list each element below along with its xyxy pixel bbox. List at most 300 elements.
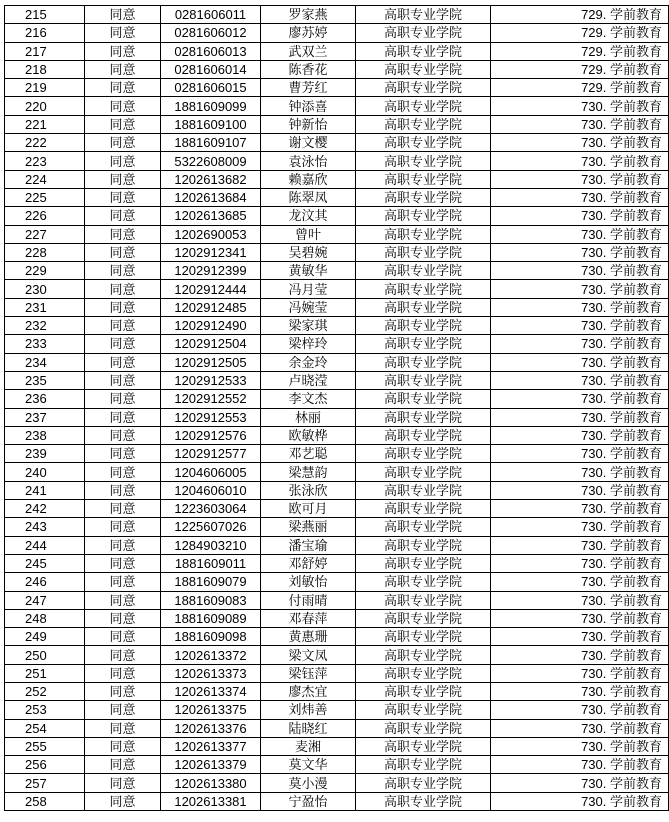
student-id: 1202912504 <box>161 335 261 353</box>
approval-status: 同意 <box>85 6 161 24</box>
approval-status: 同意 <box>85 646 161 664</box>
table-row <box>5 243 669 261</box>
table-row <box>5 628 669 646</box>
table-row <box>5 24 669 42</box>
college-name: 高职专业学院 <box>356 701 491 719</box>
table-row <box>5 353 669 371</box>
approval-status: 同意 <box>85 188 161 206</box>
row-index: 238 <box>5 426 85 444</box>
row-index: 244 <box>5 536 85 554</box>
approval-status: 同意 <box>85 737 161 755</box>
row-index: 258 <box>5 792 85 810</box>
approval-status: 同意 <box>85 756 161 774</box>
row-index: 252 <box>5 682 85 700</box>
major-name: 730. 学前教育 <box>491 353 669 371</box>
student-id: 1202613685 <box>161 207 261 225</box>
college-name: 高职专业学院 <box>356 188 491 206</box>
approval-status: 同意 <box>85 554 161 572</box>
table-row <box>5 225 669 243</box>
row-index: 223 <box>5 152 85 170</box>
student-id: 1202613379 <box>161 756 261 774</box>
student-id: 0281606013 <box>161 42 261 60</box>
student-id: 1202912552 <box>161 390 261 408</box>
student-name: 余金玲 <box>261 353 356 371</box>
approval-status: 同意 <box>85 262 161 280</box>
table-row <box>5 42 669 60</box>
student-name: 麦湘 <box>261 737 356 755</box>
row-index: 257 <box>5 774 85 792</box>
table-row <box>5 426 669 444</box>
college-name: 高职专业学院 <box>356 792 491 810</box>
major-name: 730. 学前教育 <box>491 152 669 170</box>
college-name: 高职专业学院 <box>356 390 491 408</box>
major-name: 730. 学前教育 <box>491 737 669 755</box>
major-name: 730. 学前教育 <box>491 188 669 206</box>
table-row <box>5 6 669 24</box>
student-name: 邓艺聪 <box>261 445 356 463</box>
table-row <box>5 737 669 755</box>
college-name: 高职专业学院 <box>356 445 491 463</box>
row-index: 245 <box>5 554 85 572</box>
row-index: 230 <box>5 280 85 298</box>
approval-status: 同意 <box>85 591 161 609</box>
approval-status: 同意 <box>85 628 161 646</box>
major-name: 730. 学前教育 <box>491 719 669 737</box>
student-id: 1881609107 <box>161 134 261 152</box>
table-row <box>5 573 669 591</box>
college-name: 高职专业学院 <box>356 682 491 700</box>
college-name: 高职专业学院 <box>356 298 491 316</box>
student-name: 冯婉莹 <box>261 298 356 316</box>
student-id: 1225607026 <box>161 518 261 536</box>
student-name: 付雨晴 <box>261 591 356 609</box>
approval-status: 同意 <box>85 298 161 316</box>
row-index: 215 <box>5 6 85 24</box>
major-name: 730. 学前教育 <box>491 756 669 774</box>
major-name: 730. 学前教育 <box>491 792 669 810</box>
major-name: 730. 学前教育 <box>491 298 669 316</box>
student-name: 谢文樱 <box>261 134 356 152</box>
row-index: 240 <box>5 463 85 481</box>
college-name: 高职专业学院 <box>356 152 491 170</box>
major-name: 730. 学前教育 <box>491 481 669 499</box>
college-name: 高职专业学院 <box>356 60 491 78</box>
student-id: 1881609100 <box>161 115 261 133</box>
row-index: 248 <box>5 609 85 627</box>
student-name: 钟新怡 <box>261 115 356 133</box>
student-id: 1202912505 <box>161 353 261 371</box>
major-name: 730. 学前教育 <box>491 262 669 280</box>
table-row <box>5 481 669 499</box>
student-name: 李文杰 <box>261 390 356 408</box>
student-name: 刘炜善 <box>261 701 356 719</box>
college-name: 高职专业学院 <box>356 243 491 261</box>
row-index: 233 <box>5 335 85 353</box>
student-name: 莫文华 <box>261 756 356 774</box>
row-index: 227 <box>5 225 85 243</box>
row-index: 249 <box>5 628 85 646</box>
row-index: 242 <box>5 500 85 518</box>
approval-status: 同意 <box>85 463 161 481</box>
student-name: 廖苏婷 <box>261 24 356 42</box>
row-index: 256 <box>5 756 85 774</box>
major-name: 730. 学前教育 <box>491 335 669 353</box>
student-name: 梁慧韵 <box>261 463 356 481</box>
college-name: 高职专业学院 <box>356 317 491 335</box>
row-index: 219 <box>5 79 85 97</box>
table-row <box>5 646 669 664</box>
major-name: 729. 学前教育 <box>491 79 669 97</box>
student-name: 潘宝瑜 <box>261 536 356 554</box>
student-name: 梁燕丽 <box>261 518 356 536</box>
approval-status: 同意 <box>85 134 161 152</box>
student-name: 欧敏桦 <box>261 426 356 444</box>
row-index: 224 <box>5 170 85 188</box>
student-id: 1202912444 <box>161 280 261 298</box>
major-name: 729. 学前教育 <box>491 42 669 60</box>
college-name: 高职专业学院 <box>356 79 491 97</box>
student-name: 冯月莹 <box>261 280 356 298</box>
major-name: 730. 学前教育 <box>491 463 669 481</box>
major-name: 730. 学前教育 <box>491 97 669 115</box>
major-name: 730. 学前教育 <box>491 628 669 646</box>
row-index: 218 <box>5 60 85 78</box>
approval-status: 同意 <box>85 79 161 97</box>
row-index: 253 <box>5 701 85 719</box>
student-id: 1202912490 <box>161 317 261 335</box>
approval-status: 同意 <box>85 97 161 115</box>
student-id: 1202613373 <box>161 664 261 682</box>
student-name: 梁家琪 <box>261 317 356 335</box>
major-name: 729. 学前教育 <box>491 60 669 78</box>
student-name: 黄惠珊 <box>261 628 356 646</box>
student-name: 罗家燕 <box>261 6 356 24</box>
approval-status: 同意 <box>85 280 161 298</box>
student-id: 0281606012 <box>161 24 261 42</box>
student-id: 1202613377 <box>161 737 261 755</box>
college-name: 高职专业学院 <box>356 42 491 60</box>
college-name: 高职专业学院 <box>356 774 491 792</box>
table-row <box>5 115 669 133</box>
row-index: 231 <box>5 298 85 316</box>
student-id: 1202613682 <box>161 170 261 188</box>
approval-status: 同意 <box>85 353 161 371</box>
college-name: 高职专业学院 <box>356 463 491 481</box>
student-id: 0281606015 <box>161 79 261 97</box>
admission-table-body <box>5 6 669 811</box>
major-name: 730. 学前教育 <box>491 445 669 463</box>
college-name: 高职专业学院 <box>356 134 491 152</box>
approval-status: 同意 <box>85 408 161 426</box>
student-id: 1881609098 <box>161 628 261 646</box>
student-id: 1202912485 <box>161 298 261 316</box>
table-row <box>5 701 669 719</box>
table-row <box>5 390 669 408</box>
student-name: 陈翠凤 <box>261 188 356 206</box>
student-id: 1223603064 <box>161 500 261 518</box>
student-id: 1202912553 <box>161 408 261 426</box>
student-id: 1204606005 <box>161 463 261 481</box>
row-index: 239 <box>5 445 85 463</box>
student-id: 1881609011 <box>161 554 261 572</box>
table-row <box>5 317 669 335</box>
table-row <box>5 408 669 426</box>
major-name: 730. 学前教育 <box>491 134 669 152</box>
college-name: 高职专业学院 <box>356 536 491 554</box>
major-name: 730. 学前教育 <box>491 701 669 719</box>
student-id: 1284903210 <box>161 536 261 554</box>
row-index: 255 <box>5 737 85 755</box>
college-name: 高职专业学院 <box>356 170 491 188</box>
row-index: 243 <box>5 518 85 536</box>
college-name: 高职专业学院 <box>356 573 491 591</box>
major-name: 730. 学前教育 <box>491 317 669 335</box>
student-name: 邓春萍 <box>261 609 356 627</box>
table-row <box>5 134 669 152</box>
student-name: 莫小漫 <box>261 774 356 792</box>
approval-status: 同意 <box>85 371 161 389</box>
student-id: 1881609079 <box>161 573 261 591</box>
major-name: 730. 学前教育 <box>491 609 669 627</box>
approval-status: 同意 <box>85 664 161 682</box>
table-row <box>5 79 669 97</box>
approval-status: 同意 <box>85 426 161 444</box>
student-id: 1202613375 <box>161 701 261 719</box>
table-row <box>5 463 669 481</box>
table-row <box>5 445 669 463</box>
college-name: 高职专业学院 <box>356 664 491 682</box>
approval-status: 同意 <box>85 42 161 60</box>
college-name: 高职专业学院 <box>356 280 491 298</box>
college-name: 高职专业学院 <box>356 756 491 774</box>
row-index: 232 <box>5 317 85 335</box>
student-id: 1202613372 <box>161 646 261 664</box>
major-name: 730. 学前教育 <box>491 774 669 792</box>
major-name: 730. 学前教育 <box>491 573 669 591</box>
approval-status: 同意 <box>85 445 161 463</box>
student-id: 1202613381 <box>161 792 261 810</box>
row-index: 228 <box>5 243 85 261</box>
student-name: 廖杰宜 <box>261 682 356 700</box>
college-name: 高职专业学院 <box>356 737 491 755</box>
major-name: 729. 学前教育 <box>491 24 669 42</box>
college-name: 高职专业学院 <box>356 262 491 280</box>
student-name: 梁文凤 <box>261 646 356 664</box>
table-row <box>5 554 669 572</box>
student-id: 1202613380 <box>161 774 261 792</box>
student-name: 袁泳怡 <box>261 152 356 170</box>
student-name: 吴碧婉 <box>261 243 356 261</box>
student-id: 5322608009 <box>161 152 261 170</box>
student-id: 1202613684 <box>161 188 261 206</box>
student-id: 1881609089 <box>161 609 261 627</box>
row-index: 225 <box>5 188 85 206</box>
college-name: 高职专业学院 <box>356 554 491 572</box>
major-name: 730. 学前教育 <box>491 500 669 518</box>
table-row <box>5 170 669 188</box>
student-name: 邓舒婷 <box>261 554 356 572</box>
table-row <box>5 609 669 627</box>
row-index: 229 <box>5 262 85 280</box>
college-name: 高职专业学院 <box>356 591 491 609</box>
row-index: 247 <box>5 591 85 609</box>
college-name: 高职专业学院 <box>356 225 491 243</box>
approval-status: 同意 <box>85 792 161 810</box>
major-name: 730. 学前教育 <box>491 225 669 243</box>
student-name: 刘敏怡 <box>261 573 356 591</box>
college-name: 高职专业学院 <box>356 371 491 389</box>
college-name: 高职专业学院 <box>356 518 491 536</box>
student-name: 陆晓红 <box>261 719 356 737</box>
college-name: 高职专业学院 <box>356 481 491 499</box>
student-id: 1202912577 <box>161 445 261 463</box>
student-id: 1202912533 <box>161 371 261 389</box>
row-index: 237 <box>5 408 85 426</box>
approval-status: 同意 <box>85 207 161 225</box>
major-name: 730. 学前教育 <box>491 371 669 389</box>
approval-status: 同意 <box>85 152 161 170</box>
table-row <box>5 719 669 737</box>
college-name: 高职专业学院 <box>356 609 491 627</box>
student-id: 1881609083 <box>161 591 261 609</box>
approval-status: 同意 <box>85 335 161 353</box>
student-id: 1204606010 <box>161 481 261 499</box>
college-name: 高职专业学院 <box>356 719 491 737</box>
student-name: 武双兰 <box>261 42 356 60</box>
student-id: 1202613374 <box>161 682 261 700</box>
table-row <box>5 536 669 554</box>
table-row <box>5 152 669 170</box>
major-name: 730. 学前教育 <box>491 554 669 572</box>
major-name: 730. 学前教育 <box>491 664 669 682</box>
student-id: 1881609099 <box>161 97 261 115</box>
major-name: 730. 学前教育 <box>491 518 669 536</box>
major-name: 730. 学前教育 <box>491 170 669 188</box>
approval-status: 同意 <box>85 701 161 719</box>
table-row <box>5 500 669 518</box>
major-name: 730. 学前教育 <box>491 536 669 554</box>
major-name: 730. 学前教育 <box>491 682 669 700</box>
row-index: 234 <box>5 353 85 371</box>
college-name: 高职专业学院 <box>356 335 491 353</box>
row-index: 217 <box>5 42 85 60</box>
row-index: 222 <box>5 134 85 152</box>
table-row <box>5 664 669 682</box>
student-id: 1202912341 <box>161 243 261 261</box>
row-index: 235 <box>5 371 85 389</box>
major-name: 729. 学前教育 <box>491 6 669 24</box>
table-row <box>5 280 669 298</box>
major-name: 730. 学前教育 <box>491 408 669 426</box>
student-name: 曾叶 <box>261 225 356 243</box>
major-name: 730. 学前教育 <box>491 646 669 664</box>
major-name: 730. 学前教育 <box>491 243 669 261</box>
college-name: 高职专业学院 <box>356 207 491 225</box>
table-row <box>5 682 669 700</box>
college-name: 高职专业学院 <box>356 115 491 133</box>
approval-status: 同意 <box>85 609 161 627</box>
row-index: 241 <box>5 481 85 499</box>
approval-status: 同意 <box>85 500 161 518</box>
student-name: 钟添喜 <box>261 97 356 115</box>
table-row <box>5 298 669 316</box>
major-name: 730. 学前教育 <box>491 115 669 133</box>
approval-status: 同意 <box>85 573 161 591</box>
college-name: 高职专业学院 <box>356 628 491 646</box>
student-id: 0281606014 <box>161 60 261 78</box>
table-row <box>5 756 669 774</box>
row-index: 250 <box>5 646 85 664</box>
table-row <box>5 188 669 206</box>
approval-status: 同意 <box>85 682 161 700</box>
major-name: 730. 学前教育 <box>491 426 669 444</box>
row-index: 254 <box>5 719 85 737</box>
approval-status: 同意 <box>85 481 161 499</box>
approval-status: 同意 <box>85 390 161 408</box>
admission-table <box>4 5 669 811</box>
row-index: 246 <box>5 573 85 591</box>
row-index: 221 <box>5 115 85 133</box>
student-id: 0281606011 <box>161 6 261 24</box>
student-name: 赖嘉欣 <box>261 170 356 188</box>
row-index: 216 <box>5 24 85 42</box>
table-row <box>5 371 669 389</box>
student-name: 黄敏华 <box>261 262 356 280</box>
approval-status: 同意 <box>85 774 161 792</box>
row-index: 226 <box>5 207 85 225</box>
approval-status: 同意 <box>85 60 161 78</box>
approval-status: 同意 <box>85 24 161 42</box>
college-name: 高职专业学院 <box>356 408 491 426</box>
college-name: 高职专业学院 <box>356 646 491 664</box>
approval-status: 同意 <box>85 518 161 536</box>
student-name: 龙汶其 <box>261 207 356 225</box>
row-index: 220 <box>5 97 85 115</box>
table-row <box>5 518 669 536</box>
college-name: 高职专业学院 <box>356 97 491 115</box>
table-row <box>5 335 669 353</box>
college-name: 高职专业学院 <box>356 24 491 42</box>
major-name: 730. 学前教育 <box>491 591 669 609</box>
student-name: 陈香花 <box>261 60 356 78</box>
student-name: 宁盈怡 <box>261 792 356 810</box>
approval-status: 同意 <box>85 536 161 554</box>
student-name: 张泳欣 <box>261 481 356 499</box>
table-row <box>5 262 669 280</box>
approval-status: 同意 <box>85 115 161 133</box>
approval-status: 同意 <box>85 719 161 737</box>
major-name: 730. 学前教育 <box>491 207 669 225</box>
table-row <box>5 60 669 78</box>
table-row <box>5 591 669 609</box>
college-name: 高职专业学院 <box>356 353 491 371</box>
row-index: 251 <box>5 664 85 682</box>
student-id: 1202912399 <box>161 262 261 280</box>
student-name: 欧可月 <box>261 500 356 518</box>
student-name: 梁梓玲 <box>261 335 356 353</box>
approval-status: 同意 <box>85 170 161 188</box>
table-row <box>5 792 669 810</box>
approval-status: 同意 <box>85 317 161 335</box>
student-name: 梁钰萍 <box>261 664 356 682</box>
table-row <box>5 97 669 115</box>
student-name: 林丽 <box>261 408 356 426</box>
college-name: 高职专业学院 <box>356 500 491 518</box>
student-name: 曹芳红 <box>261 79 356 97</box>
college-name: 高职专业学院 <box>356 6 491 24</box>
major-name: 730. 学前教育 <box>491 280 669 298</box>
student-name: 卢晓滢 <box>261 371 356 389</box>
